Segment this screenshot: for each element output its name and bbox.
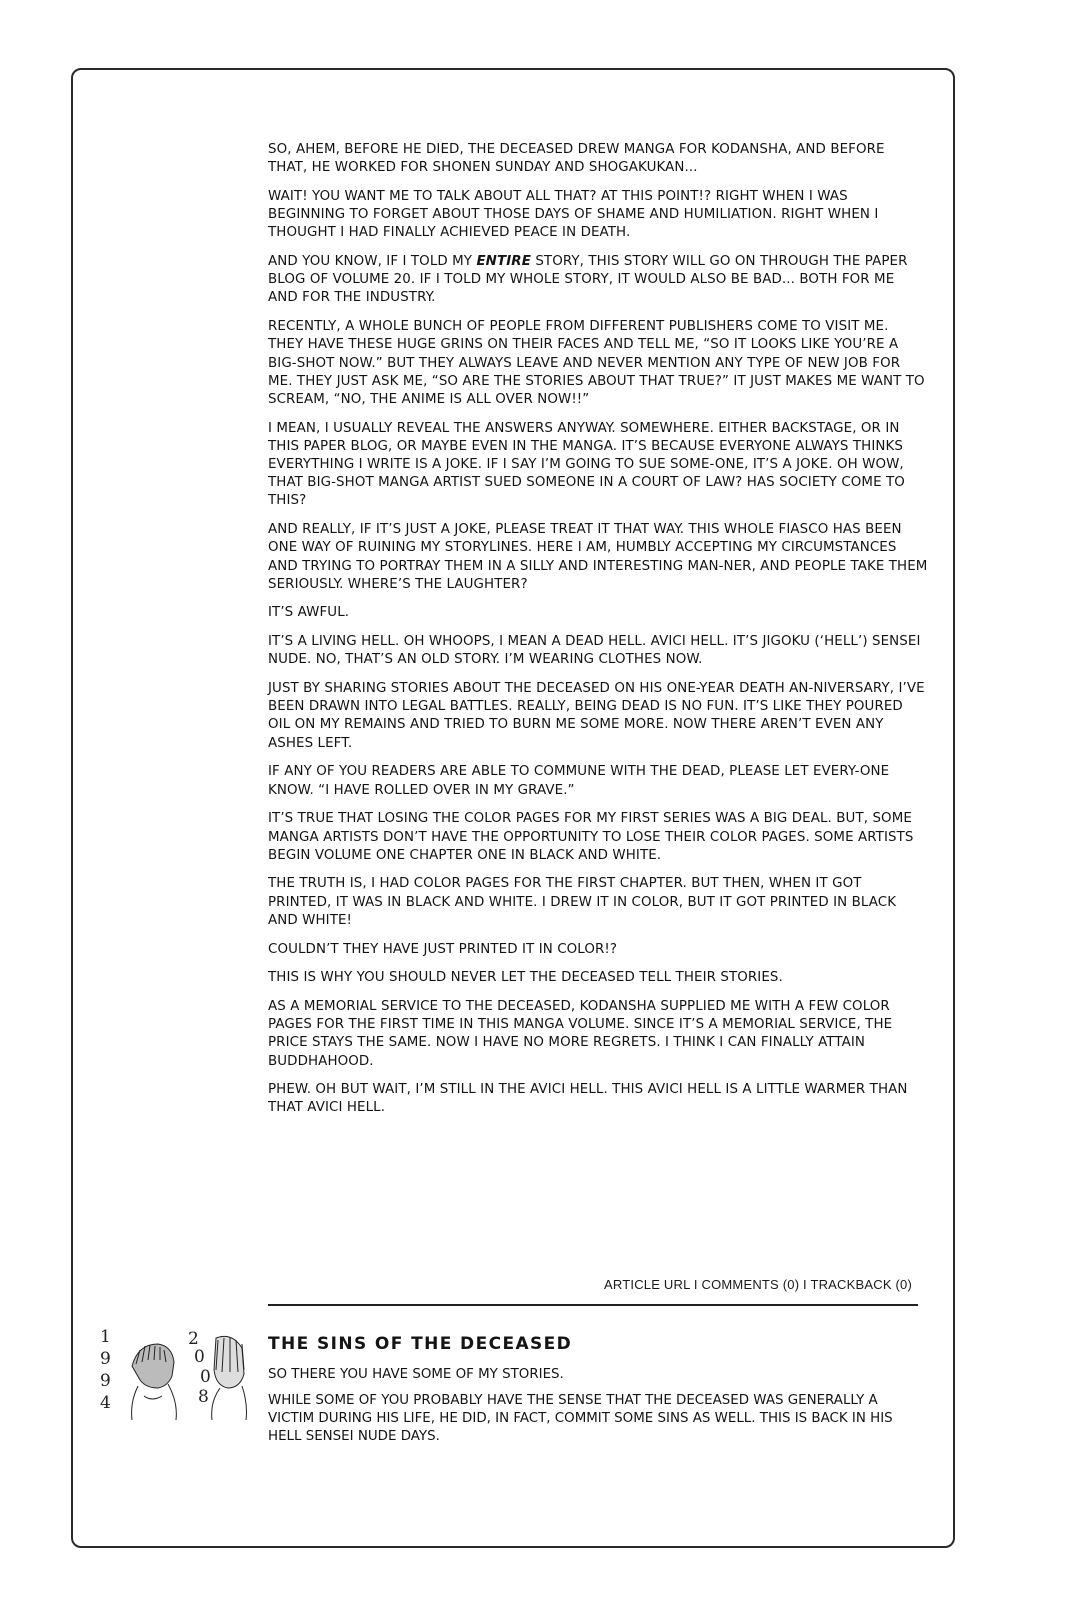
- meta-separator: I: [693, 1277, 698, 1292]
- year-digit-right: 8: [198, 1387, 209, 1407]
- post-sketch-thumbnail: [98, 1326, 248, 1422]
- article-url-link[interactable]: ARTICLE URL: [604, 1277, 691, 1292]
- post-paragraph-1: SO THERE YOU HAVE SOME OF MY STORIES.: [268, 1367, 564, 1382]
- paragraph-16: PHEW. OH BUT WAIT, I’M STILL IN THE AVICI HELL. THIS AVICI HELL IS A LITTLE WARMER THAN THAT AVICI HELL.: [268, 1082, 908, 1116]
- year-digit-left: 9: [100, 1371, 111, 1391]
- blog-article: [268, 141, 928, 1128]
- year-digit-right: 0: [200, 1367, 211, 1387]
- paragraph-9: JUST BY SHARING STORIES ABOUT THE DECEASED ON HIS ONE-YEAR DEATH AN-NIVERSARY, I’VE BEEN DRAWN INTO LEGAL BATTLES. REALLY, BEING DEAD IS NO FUN. IT’S LIKE THEY POURED OIL ON MY REMAINS AND TRIED TO BURN ME SOME MORE. NOW THERE AREN’T EVEN ANY ASHES LEFT.: [268, 681, 925, 751]
- paragraph-6: AND REALLY, IF IT’S JUST A JOKE, PLEASE TREAT IT THAT WAY. THIS WHOLE FIASCO HAS BEEN ONE WAY OF RUINING MY STORYLINES. HERE I AM, HUMBLY ACCEPTING MY CIRCUMSTANCES AND TRYING TO PORTRAY THEM IN A SILLY AND INTERESTING MAN-NER, AND PEOPLE TAKE THEM SERIOUSLY. WHERE’S THE LAUGHTER?: [268, 522, 928, 592]
- paragraph-4: RECENTLY, A WHOLE BUNCH OF PEOPLE FROM DIFFERENT PUBLISHERS COME TO VISIT ME. THEY HAVE THESE HUGE GRINS ON THEIR FACES AND TELL ME, “SO IT LOOKS LIKE YOU’RE A BIG-SHOT NOW.” BUT THEY ALWAYS LEAVE AND NEVER MENTION ANY TYPE OF NEW JOB FOR ME. THEY JUST ASK ME, “SO ARE THE STORIES ABOUT THAT TRUE?” IT JUST MAKES ME WANT TO SCREAM, “NO, THE ANIME IS ALL OVER NOW!!”: [268, 319, 925, 407]
- emphasis-entire: ENTIRE: [476, 254, 531, 270]
- paragraph-2: WAIT! YOU WANT ME TO TALK ABOUT ALL THAT? AT THIS POINT!? RIGHT WHEN I WAS BEGINNING TO FORGET ABOUT THOSE DAYS OF SHAME AND HUMILIATION. RIGHT WHEN I THOUGHT I HAD FINALLY ACHIEVED PEACE IN DEATH.: [268, 188, 879, 241]
- section-divider: [268, 1304, 918, 1306]
- paragraph-3-after: STORY, THIS STORY WILL GO ON THROUGH THE PAPER BLOG OF VOLUME 20. IF I TOLD MY WHOLE STORY, IT WOULD ALSO BE BAD... BOTH FOR ME AND FOR THE INDUSTRY.: [268, 254, 908, 306]
- sketch-figure-left: [132, 1344, 177, 1420]
- trackback-link[interactable]: TRACKBACK (0): [810, 1277, 912, 1292]
- paragraph-3: [268, 253, 928, 308]
- blog-post: [268, 1334, 928, 1454]
- paragraph-11: IT’S TRUE THAT LOSING THE COLOR PAGES FOR MY FIRST SERIES WAS A BIG DEAL. BUT, SOME MANGA ARTISTS DON’T HAVE THE OPPORTUNITY TO LOSE THEIR COLOR PAGES. SOME ARTISTS BEGIN VOLUME ONE CHAPTER ONE IN BLACK AND WHITE.: [268, 811, 914, 863]
- year-digit-right: 0: [194, 1347, 205, 1367]
- paragraph-15: AS A MEMORIAL SERVICE TO THE DECEASED, KODANSHA SUPPLIED ME WITH A FEW COLOR PAGES FOR THE FIRST TIME IN THIS MANGA VOLUME. SINCE IT’S A MEMORIAL SERVICE, THE PRICE STAYS THE SAME. NOW I HAVE NO MORE REGRETS. I THINK I CAN FINALLY ATTAIN BUDDHAHOOD.: [268, 998, 893, 1069]
- paragraph-8: IT’S A LIVING HELL. OH WHOOPS, I MEAN A DEAD HELL. AVICI HELL. IT’S JIGOKU (‘HELL’) SENSEI NUDE. NO, THAT’S AN OLD STORY. I’M WEARING CLOTHES NOW.: [268, 634, 921, 668]
- paragraph-13: COULDN’T THEY HAVE JUST PRINTED IT IN COLOR!?: [268, 941, 618, 957]
- year-digit-left: 4: [100, 1393, 111, 1413]
- paragraph-10: IF ANY OF YOU READERS ARE ABLE TO COMMUNE WITH THE DEAD, PLEASE LET EVERY-ONE KNOW. “I HAVE ROLLED OVER IN MY GRAVE.”: [268, 764, 890, 798]
- paragraph-12: THE TRUTH IS, I HAD COLOR PAGES FOR THE FIRST CHAPTER. BUT THEN, WHEN IT GOT PRINTED, IT WAS IN BLACK AND WHITE. I DREW IT IN COLOR, BUT IT GOT PRINTED IN BLACK AND WHITE!: [268, 876, 897, 928]
- paragraph-7: IT’S AWFUL.: [268, 605, 350, 621]
- paragraph-1: SO, AHEM, BEFORE HE DIED, THE DECEASED DREW MANGA FOR KODANSHA, AND BEFORE THAT, HE WORKED FOR SHONEN SUNDAY AND SHOGAKUKAN...: [268, 142, 885, 176]
- paragraph-14: THIS IS WHY YOU SHOULD NEVER LET THE DECEASED TELL THEIR STORIES.: [268, 970, 783, 986]
- paragraph-5: I MEAN, I USUALLY REVEAL THE ANSWERS ANYWAY. SOMEWHERE. EITHER BACKSTAGE, OR IN THIS PAPER BLOG, OR MAYBE EVEN IN THE MANGA. IT’S BECAUSE EVERYONE ALWAYS THINKS EVERYTHING I WRITE IS A JOKE. IF I SAY I’M GOING TO SUE SOME-ONE, IT’S A JOKE. OH WOW, THAT BIG-SHOT MANGA ARTIST SUED SOMEONE IN A COURT OF LAW? HAS SOCIETY COME TO THIS?: [268, 420, 905, 509]
- post-title: THE SINS OF THE DECEASED: [268, 1334, 573, 1354]
- sketch-figure-right: [212, 1336, 247, 1420]
- year-digit-left: 1: [100, 1327, 111, 1347]
- article-meta-links: [604, 1277, 912, 1292]
- year-digit-right: 2: [188, 1329, 199, 1349]
- meta-separator: I: [803, 1277, 807, 1292]
- comments-link[interactable]: COMMENTS (0): [701, 1277, 800, 1292]
- post-paragraph-2: WHILE SOME OF YOU PROBABLY HAVE THE SENSE THAT THE DECEASED WAS GENERALLY A VICTIM DURING HIS LIFE, HE DID, IN FACT, COMMIT SOME SINS AS WELL. THIS IS BACK IN HIS HELL SENSEI NUDE DAYS.: [268, 1393, 893, 1444]
- paragraph-3-before: AND YOU KNOW, IF I TOLD MY: [268, 254, 477, 270]
- year-digit-left: 9: [100, 1349, 111, 1369]
